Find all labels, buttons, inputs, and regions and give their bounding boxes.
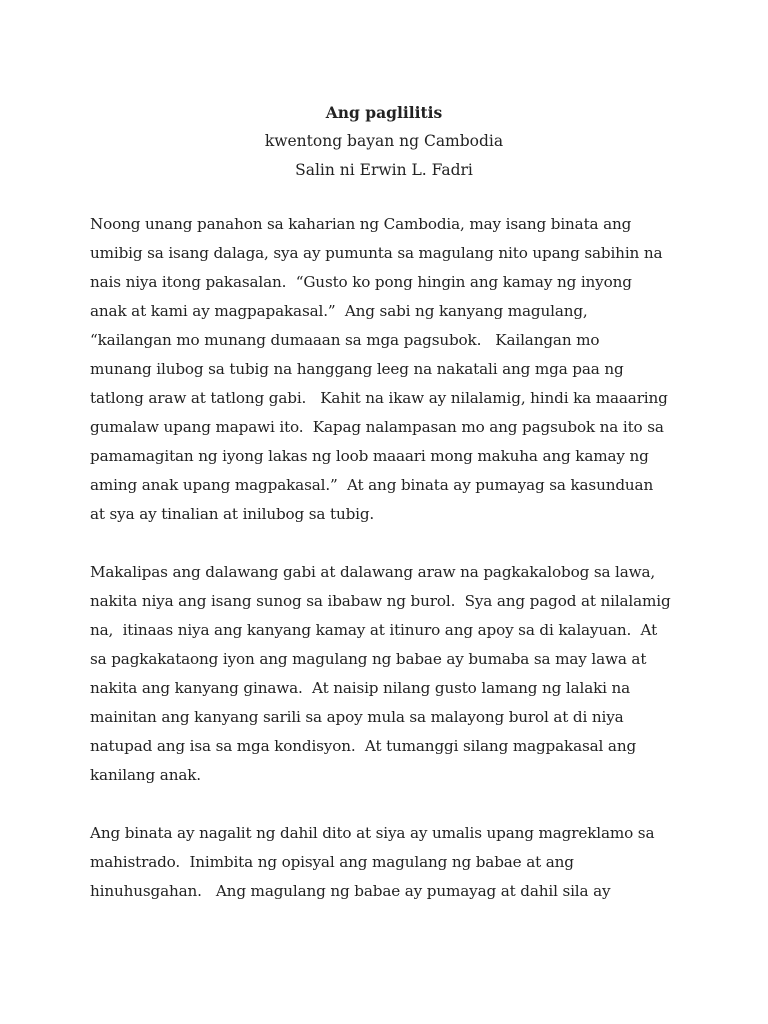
translator-credit: Salin ni Erwin L. Fadri (295, 161, 473, 179)
document-title: Ang paglilitis (325, 103, 443, 122)
document-header (0, 98, 768, 185)
text-line: nakita niya ang isang sunog sa ibabaw ng burol. Sya ang pagod at nilalamig (90, 592, 671, 610)
text-line: munang ilubog sa tubig na hanggang leeg na nakatali ang mga paa ng (90, 360, 624, 378)
text-line: mainitan ang kanyang sarili sa apoy mula sa malayong burol at di niya (90, 708, 624, 726)
document-body (90, 210, 690, 935)
text-line: aming anak upang magpakasal.” At ang binata ay pumayag sa kasunduan (90, 476, 654, 494)
text-line: kanilang anak. (90, 766, 201, 784)
text-line: mahistrado. Inimbita ng opisyal ang magulang ng babae at ang (90, 853, 574, 871)
text-line: umibig sa isang dalaga, sya ay pumunta sa magulang nito upang sabihin na (90, 244, 663, 262)
text-line: hinuhusgahan. Ang magulang ng babae ay pumayag at dahil sila ay (90, 882, 611, 900)
text-line: gumalaw upang mapawi ito. Kapag nalampasan mo ang pagsubok na ito sa (90, 418, 664, 436)
text-line: at sya ay tinalian at inilubog sa tubig. (90, 505, 375, 523)
text-line: Ang binata ay nagalit ng dahil dito at siya ay umalis upang magreklamo sa (90, 824, 655, 842)
paragraph (90, 558, 690, 790)
text-line: nakita ang kanyang ginawa. At naisip nilang gusto lamang ng lalaki na (90, 679, 631, 697)
text-line: Makalipas ang dalawang gabi at dalawang araw na pagkakalobog sa lawa, (90, 563, 656, 581)
text-line: tatlong araw at tatlong gabi. Kahit na ikaw ay nilalamig, hindi ka maaaring (90, 389, 668, 407)
text-line: “kailangan mo munang dumaaan sa mga pagsubok. Kailangan mo (90, 331, 600, 349)
paragraph (90, 819, 690, 906)
paragraph (90, 210, 690, 529)
text-line: nais niya itong pakasalan. “Gusto ko pong hingin ang kamay ng inyong (90, 273, 632, 291)
text-line: Noong unang panahon sa kaharian ng Cambodia, may isang binata ang (90, 215, 632, 233)
document-subtitle: kwentong bayan ng Cambodia (264, 132, 504, 150)
text-line: na, itinaas niya ang kanyang kamay at itinuro ang apoy sa di kalayuan. At (90, 621, 658, 639)
text-line: natupad ang isa sa mga kondisyon. At tumanggi silang magpakasal ang (90, 737, 637, 755)
text-line: pamamagitan ng iyong lakas ng loob maaari mong makuha ang kamay ng (90, 447, 649, 465)
text-line: anak at kami ay magpapakasal.” Ang sabi ng kanyang magulang, (90, 302, 588, 320)
text-line: sa pagkakataong iyon ang magulang ng babae ay bumaba sa may lawa at (90, 650, 647, 668)
